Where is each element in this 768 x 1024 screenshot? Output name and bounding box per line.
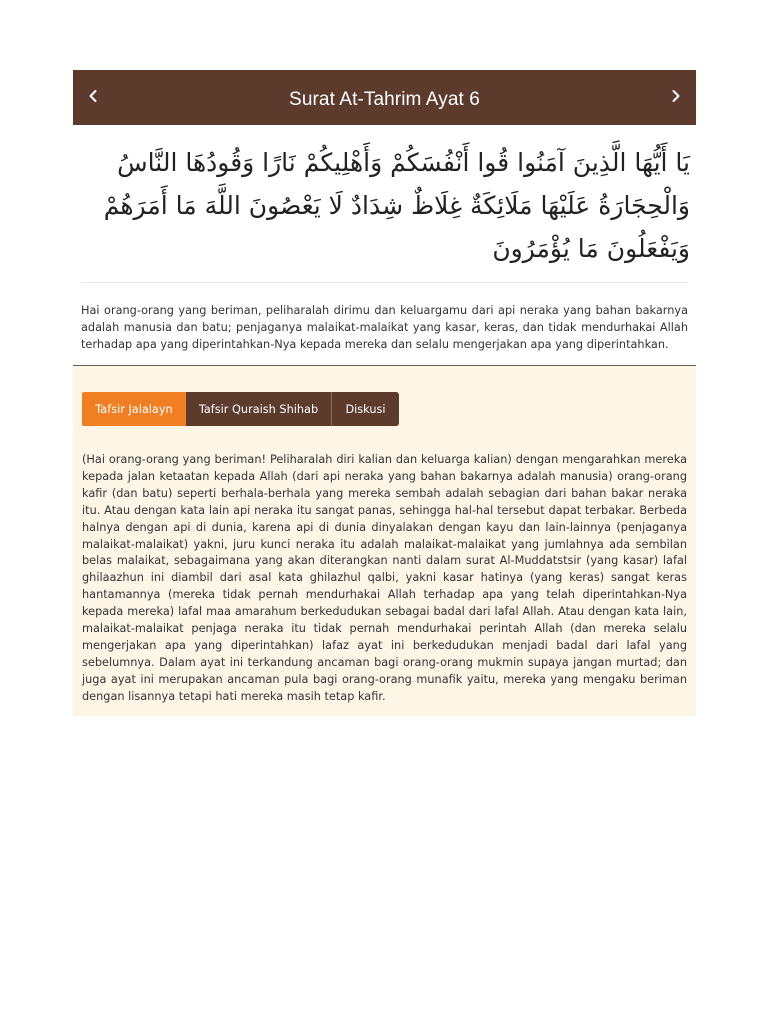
header-bar — [73, 70, 696, 125]
tab-tafsir-quraish-shihab[interactable]: Tafsir Quraish Shihab — [186, 392, 332, 426]
ayat-card — [73, 70, 696, 716]
tafsir-tabs — [82, 392, 687, 426]
next-ayat-button[interactable] — [664, 84, 688, 108]
ayat-translation: Hai orang-orang yang beriman, peliharalah dirimu dan keluargamu dari api neraka yang bahan bakarnya adalah manusia dan batu; penjaganya malaikat-malaikat yang kasar, keras, dan tidak mendurhakai Allah terhadap apa yang diperintahkan-Nya kepada mereka dan selalu mengerjakan apa yang diperintahkan. — [73, 283, 696, 366]
tab-tafsir-jalalayn[interactable]: Tafsir Jalalayn — [82, 392, 186, 426]
tafsir-section — [73, 366, 696, 716]
chevron-left-icon — [87, 89, 99, 103]
page-title: Surat At-Tahrim Ayat 6 — [289, 88, 480, 110]
arabic-ayat-text: يَا أَيُّهَا الَّذِينَ آمَنُوا قُوا أَنْفُسَكُمْ وَأَهْلِيكُمْ نَارًا وَقُودُهَا النَّاسُ وَالْحِجَارَةُ عَلَيْهَا مَلَائِكَةٌ غِلَاظٌ شِدَادٌ لَا يَعْصُونَ اللَّهَ مَا أَمَرَهُمْ وَيَفْعَلُونَ مَا يُؤْمَرُونَ — [103, 148, 690, 263]
chevron-right-icon — [670, 89, 682, 103]
tab-diskusi[interactable]: Diskusi — [332, 392, 399, 426]
tafsir-content: (Hai orang-orang yang beriman! Peliharalah diri kalian dan keluarga kalian) dengan mengarahkan mereka kepada jalan ketaatan kepada Allah (dari api neraka yang bahan bakarnya adalah manusia) orang-orang kafir (dan batu) seperti berhala-berhala yang mereka sembah adalah sebagian dari bahan bakar neraka itu. Atau dengan kata lain api neraka itu sangat panas, sehingga hal-hal tersebut dapat terbakar. Berbeda halnya dengan api di dunia, karena api di dunia dinyalakan dengan kayu dan lain-lainnya (penjaganya malaikat-malaikat) yakni, juru kunci neraka itu adalah malaikat-malaikat yang jumlahnya ada sembilan belas malaikat, sebagaimana yang akan diterangkan nanti dalam surat Al-Muddatstsir (yang kasar) lafal ghilaazhun ini diambil dari asal kata ghilazhul qalbi, yakni kasar hatinya (yang keras) sangat keras hantamannya (mereka tidak pernah mendurhakai Allah terhadap apa yang telah diperintahkan-Nya kepada mereka) lafal maa amarahum berkedudukan sebagai badal dari lafal Allah. Atau dengan kata lain, malaikat-malaikat penjaga neraka itu tidak pernah mendurhakai perintah Allah (dan mereka selalu mengerjakan apa yang diperintahkan) lafaz ayat ini berkedudukan menjadi badal dari lafal yang sebelumnya. Dalam ayat ini terkandung ancaman bagi orang-orang mukmin supaya jangan murtad; dan juga ayat ini merupakan ancaman pula bagi orang-orang munafik yaitu, mereka yang mengaku beriman dengan lisannya tetapi hati mereka masih tetap kafir. — [82, 453, 687, 703]
prev-ayat-button[interactable] — [81, 84, 105, 108]
